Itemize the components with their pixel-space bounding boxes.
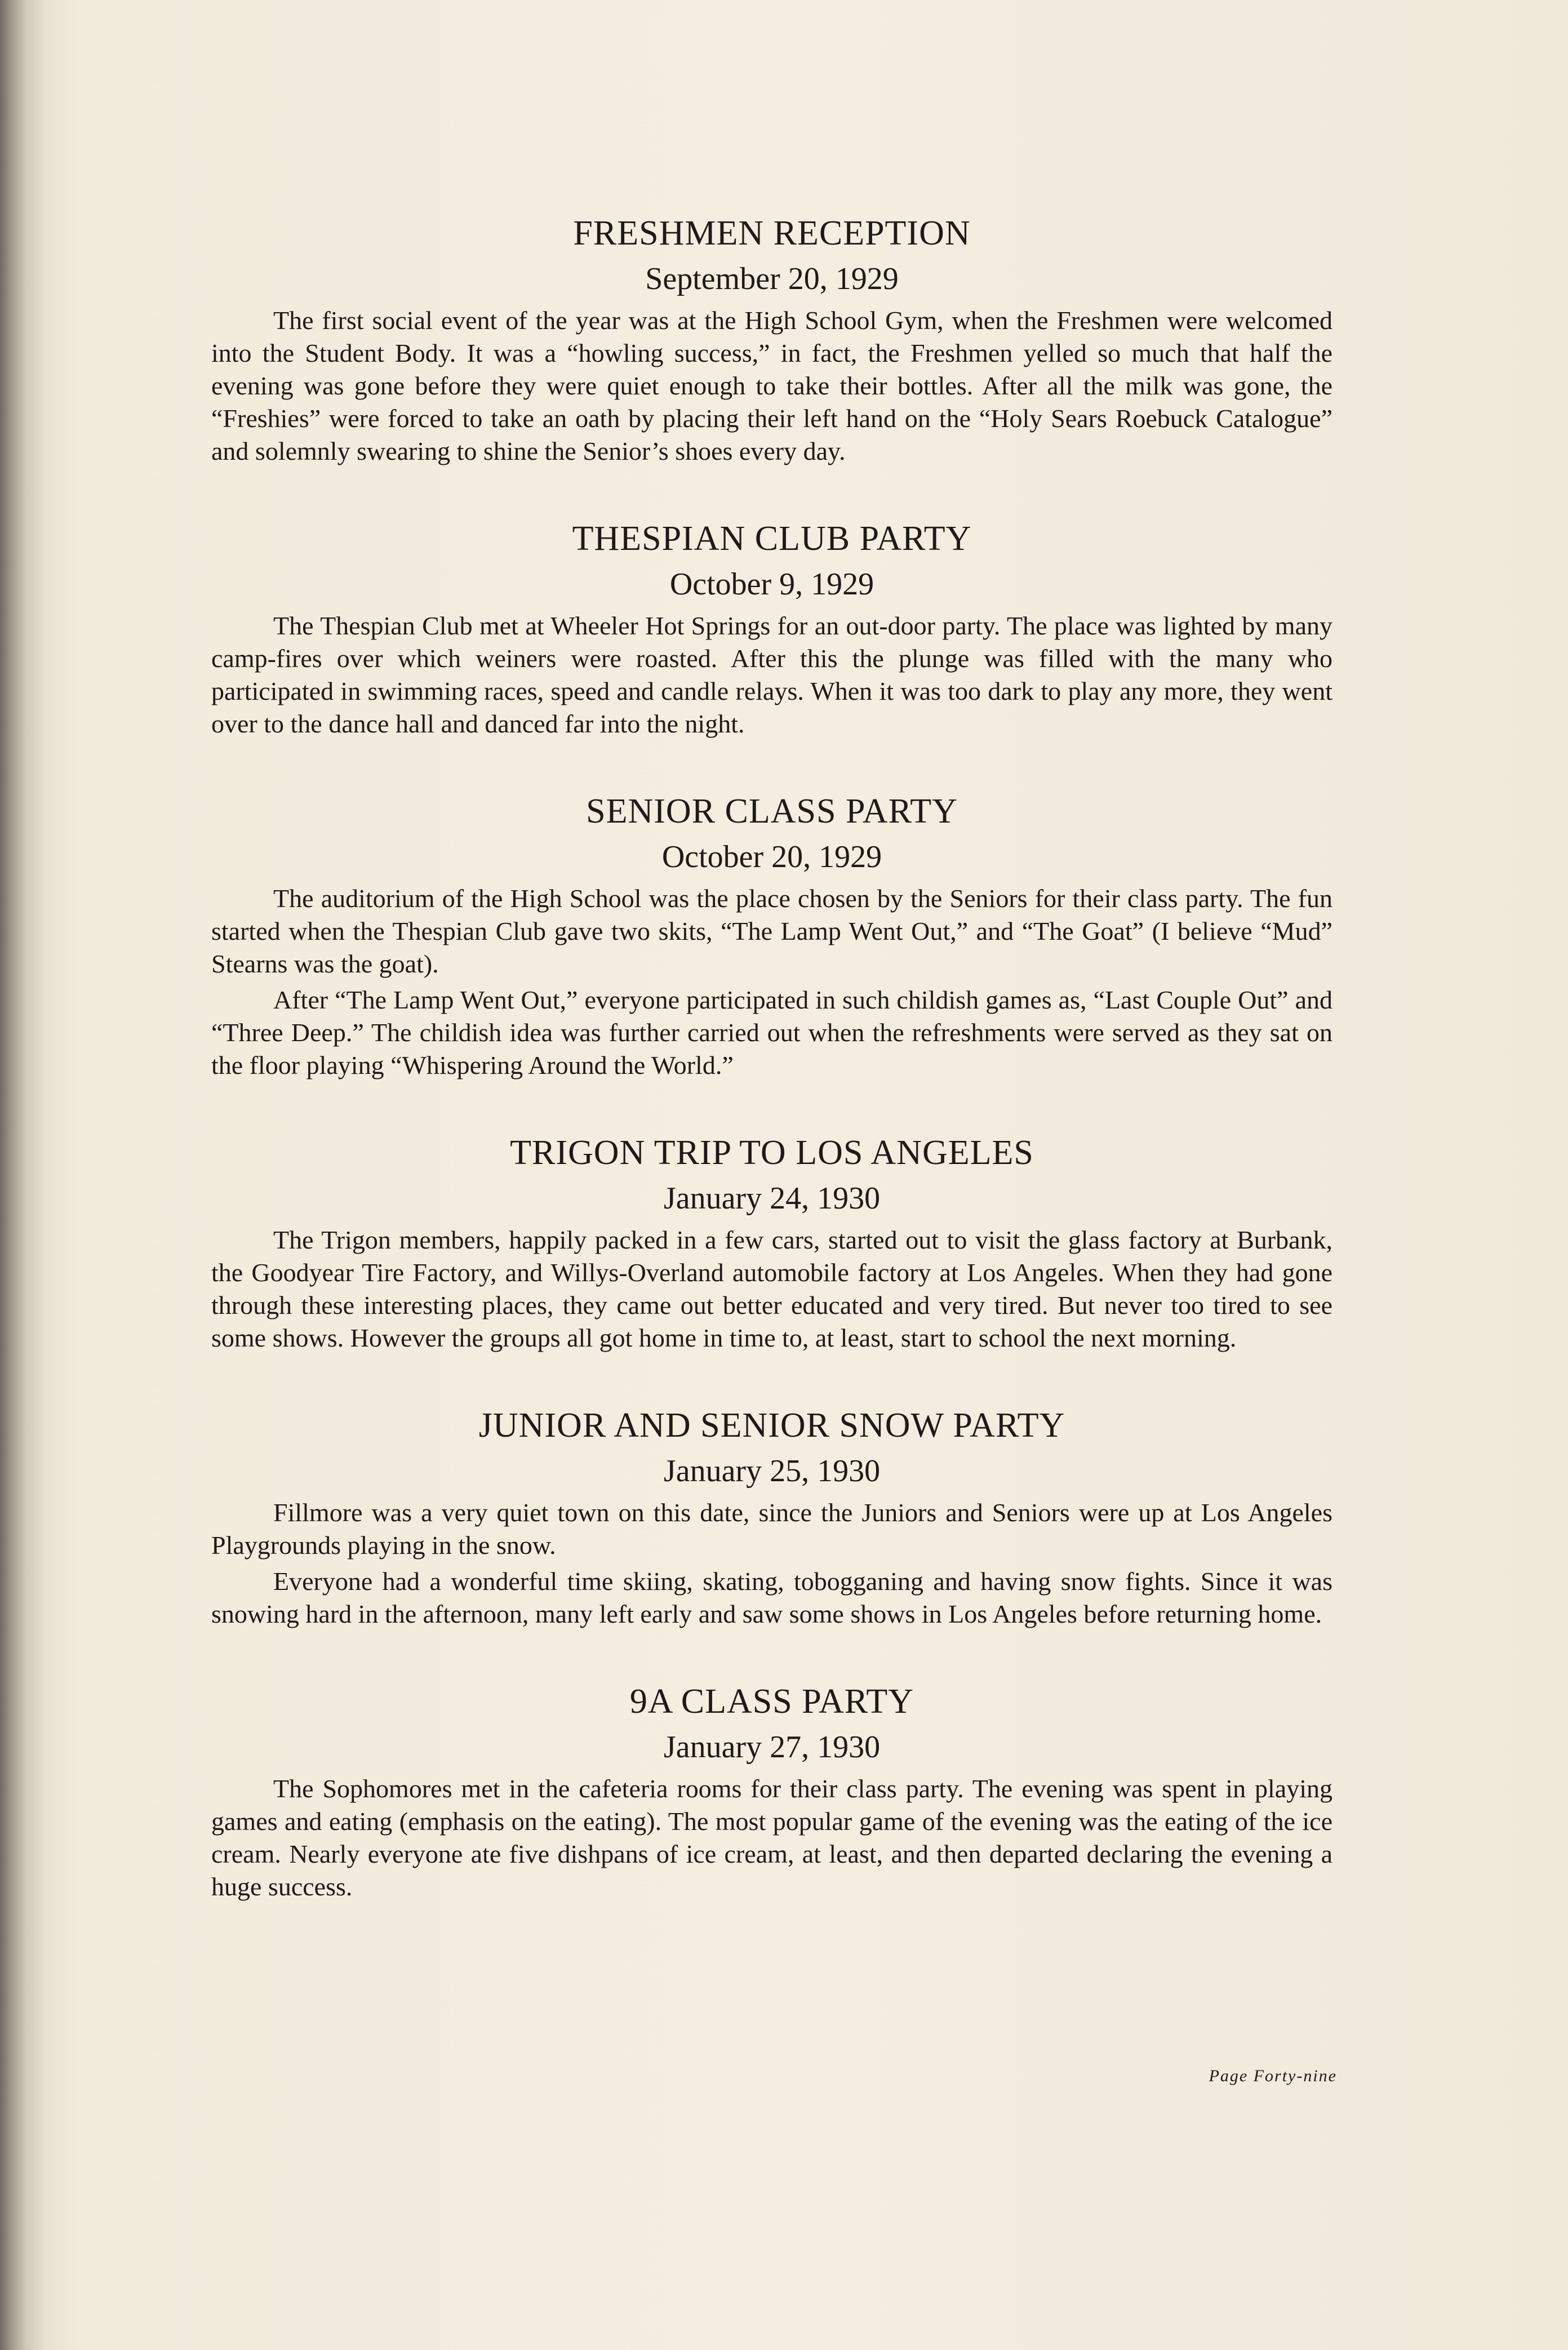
section-snow-party [211,1402,1332,1631]
page-content [211,210,1332,1903]
section-title: THESPIAN CLUB PARTY [572,519,972,558]
section-title: 9A CLASS PARTY [629,1682,914,1721]
section-trigon-trip [211,1129,1332,1354]
section-paragraph: The Trigon members, happily packed in a few cars, started out to visit the glass factory at Burbank, the Goodyear Tire Factory, and Willys-Overland automobile factory at Los Angeles. When they had gone through these interesting places, they came out better educated and very tired. But never too tired to see some shows. However the groups all got home in time to, at least, start to school the next morning. [211,1225,1332,1352]
section-paragraph: Everyone had a wonderful time skiing, skating, tobogganing and having snow fights. Since it was snowing hard in the afternoon, many left early and saw some shows in Los Angeles before returning home. [211,1567,1332,1628]
section-date: October 20, 1929 [661,839,882,874]
section-title: SENIOR CLASS PARTY [586,792,958,830]
section-paragraph: The first social event of the year was at the High School Gym, when the Freshmen were welcomed into the Student Body. It was a “howling success,” in fact, the Freshmen yelled so much that half the evening was gone before they were quiet enough to take their bottles. After all the milk was gone, the “Freshies” were forced to take an oath by placing their left hand on the “Holy Sears Roebuck Catalogue” and solemnly swearing to shine the Senior’s shoes every day. [211,306,1332,465]
section-date: September 20, 1929 [645,261,899,296]
section-date: October 9, 1929 [669,567,874,602]
section-senior-class-party [211,788,1332,1082]
section-paragraph: The Thespian Club met at Wheeler Hot Springs for an out-door party. The place was lighted by many camp-fires over which weiners were roasted. After this the plunge was filled with the many who participated in swimming races, speed and candle relays. When it was too dark to play any more, they went over to the dance hall and danced far into the night. [211,611,1332,738]
section-9a-class-party [211,1678,1332,1903]
section-date: January 27, 1930 [663,1730,881,1765]
section-paragraph: The Sophomores met in the cafeteria rooms for their class party. The evening was spent in playing games and eating (emphasis on the eating). The most popular game of the evening was the eating of the ice cream. Nearly everyone ate five dishpans of ice cream, at least, and then departed declaring the evening a huge success. [211,1774,1332,1901]
section-title: FRESHMEN RECEPTION [573,214,971,252]
section-date: January 25, 1930 [663,1454,881,1489]
section-paragraph: The auditorium of the High School was the place chosen by the Seniors for their class party. The fun started when the Thespian Club gave two skits, “The Lamp Went Out,” and “The Goat” (I believe “Mud” Stearns was the goat). [211,884,1332,978]
section-date: January 24, 1930 [663,1181,881,1216]
section-title: TRIGON TRIP TO LOS ANGELES [510,1134,1034,1172]
section-freshmen-reception [211,210,1332,468]
section-paragraph: Fillmore was a very quiet town on this date, since the Juniors and Seniors were up at Los Angeles Playgrounds playing in the snow. [211,1498,1332,1560]
section-paragraph: After “The Lamp Went Out,” everyone participated in such childish games as, “Last Couple Out” and “Three Deep.” The childish idea was further carried out when the refreshments were served as they sat on the floor playing “Whispering Around the World.” [211,985,1332,1080]
section-thespian-club-party [211,515,1332,740]
section-title: JUNIOR AND SENIOR SNOW PARTY [478,1406,1065,1445]
page-number: Page Forty-nine [1209,2067,1337,2085]
